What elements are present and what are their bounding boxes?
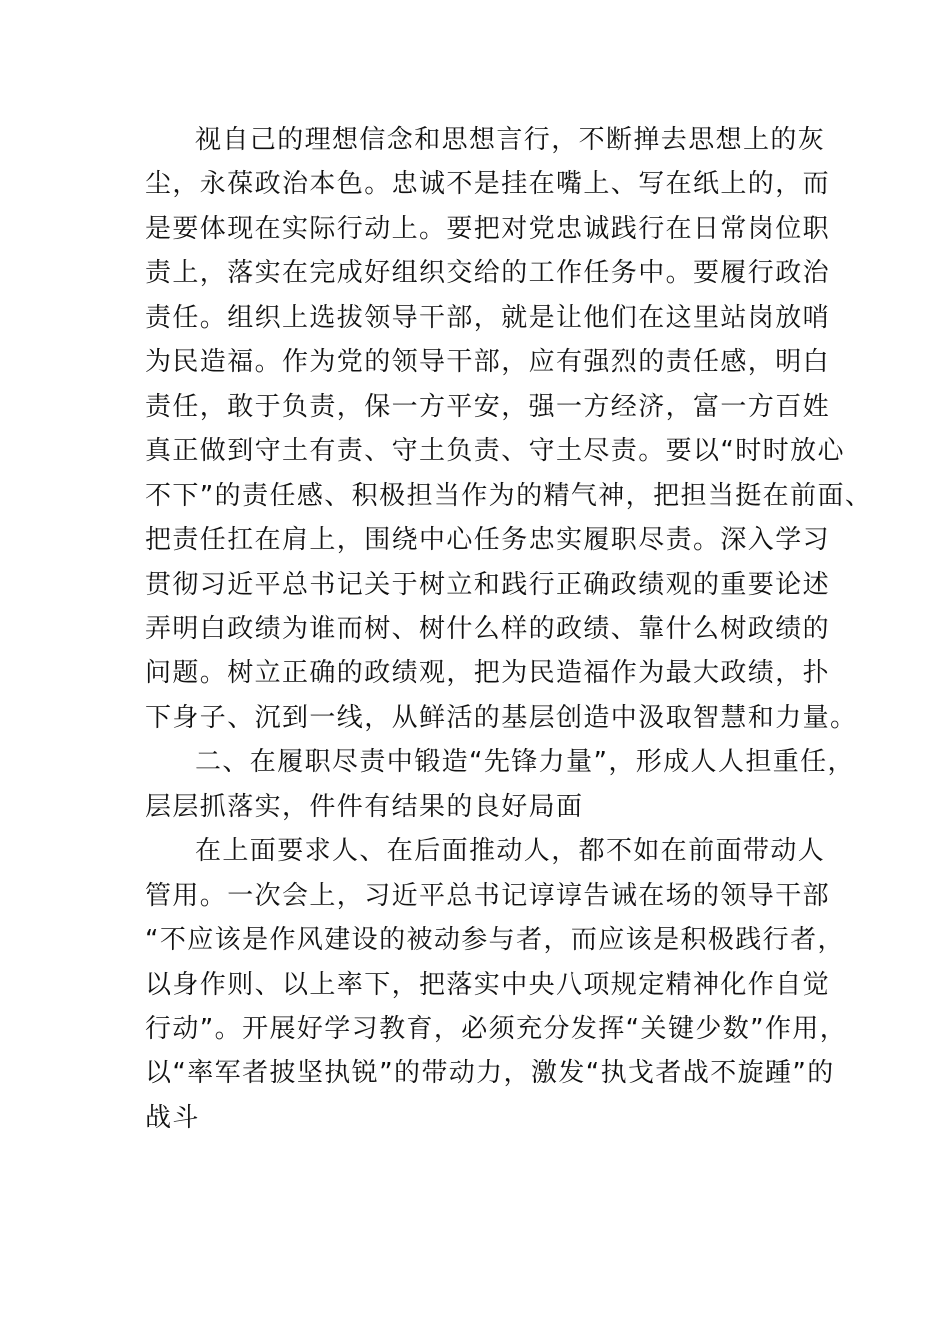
text-line: 不下”的责任感、积极担当作为的精气神，把担当挺在前面、 bbox=[145, 480, 873, 511]
text-line: 真正做到守土有责、守土负责、守土尽责。要以“时时放心 bbox=[145, 436, 845, 467]
text-line: 贯彻习近平总书记关于树立和践行正确政绩观的重要论述 bbox=[145, 569, 831, 600]
text-line: 视自己的理想信念和思想言行，不断掸去思想上的灰 bbox=[195, 125, 826, 155]
text-line: 责任。组织上选拔领导干部，就是让他们在这里站岗放哨 bbox=[145, 302, 831, 333]
text-line: 为民造福。作为党的领导干部，应有强烈的责任感，明白 bbox=[145, 347, 831, 378]
text-line: 尘，永葆政治本色。忠诚不是挂在嘴上、写在纸上的，而 bbox=[145, 169, 831, 200]
text-line: 责任，敢于负责，保一方平安，强一方经济，富一方百姓 bbox=[145, 391, 831, 422]
text-line: 战斗 bbox=[145, 1102, 200, 1133]
text-line: 管用。一次会上，习近平总书记谆谆告诫在场的领导干部 bbox=[145, 880, 831, 911]
text-line: 层层抓落实，件件有结果的良好局面 bbox=[145, 791, 584, 822]
text-line: 以身作则、以上率下，把落实中央八项规定精神化作自觉 bbox=[145, 969, 831, 1000]
text-line: 以“率军者披坚执锐”的带动力，激发“执戈者战不旋踵”的 bbox=[145, 1058, 835, 1089]
text-line: 责上，落实在完成好组织交给的工作任务中。要履行政治 bbox=[145, 258, 831, 289]
text-line: 弄明白政绩为谁而树、树什么样的政绩、靠什么树政绩的 bbox=[145, 613, 831, 644]
text-line: 二、在履职尽责中锻造“先锋力量”，形成人人担重任， bbox=[195, 747, 855, 778]
text-line: “不应该是作风建设的被动参与者，而应该是积极践行者， bbox=[145, 925, 845, 956]
text-line: 把责任扛在肩上，围绕中心任务忠实履职尽责。深入学习 bbox=[145, 525, 831, 556]
text-line: 问题。树立正确的政绩观，把为民造福作为最大政绩，扑 bbox=[145, 658, 831, 689]
text-line: 在上面要求人、在后面推动人，都不如在前面带动人 bbox=[195, 836, 826, 867]
text-line: 下身子、沉到一线，从鲜活的基层创造中汲取智慧和力量。 bbox=[145, 702, 858, 733]
text-line: 是要体现在实际行动上。要把对党忠诚践行在日常岗位职 bbox=[145, 213, 831, 244]
text-line: 行动”。开展好学习教育，必须充分发挥“关键少数”作用， bbox=[145, 1014, 848, 1044]
